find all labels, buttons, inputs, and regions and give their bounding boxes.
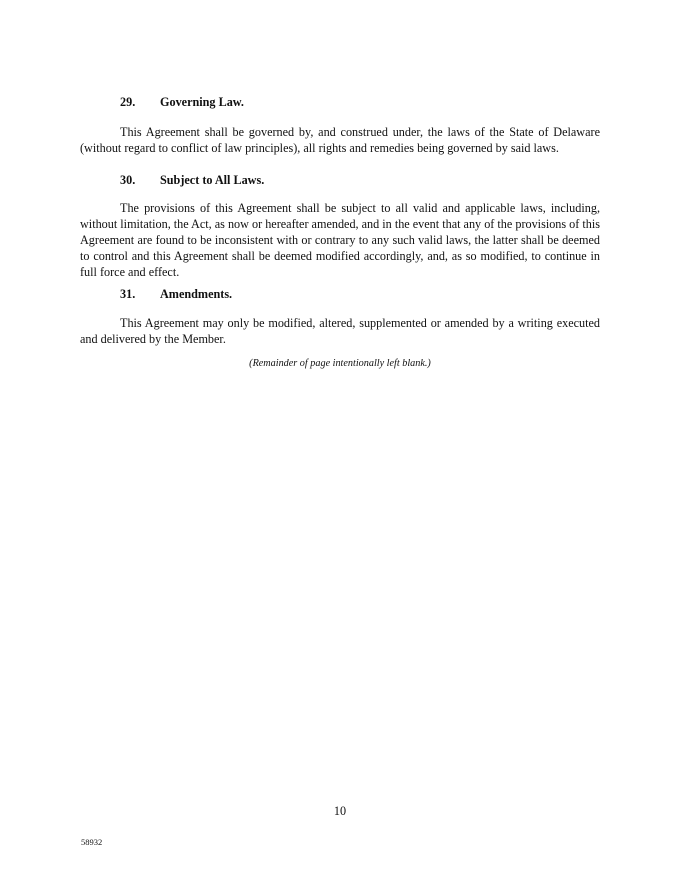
section-heading	[80, 286, 640, 302]
section-number: 30.	[120, 173, 136, 187]
section-body: This Agreement shall be governed by, and construed under, the laws of the State of Delaware (without regard to conflict of law principles), all rights and remedies being governed by said laws.	[80, 125, 600, 155]
section-body: The provisions of this Agreement shall be subject to all valid and applicable laws, including, without limitation, the Act, as now or hereafter amended, and in the event that any of the provisions of this Agreement are found to be inconsistent with or contrary to any such valid laws, the latter shall be deemed to control and this Agreement shall be deemed modified accordingly, and, as so modified, to continue in full force and effect.	[80, 201, 600, 279]
section-title: Governing Law.	[160, 95, 244, 109]
section-title: Subject to All Laws.	[160, 173, 265, 187]
section-title: Amendments.	[160, 287, 233, 301]
section-number: 31.	[120, 287, 136, 301]
remainder-blank-note: (Remainder of page intentionally left blank.)	[249, 358, 431, 369]
page-number: 10	[333, 804, 347, 818]
document-id: 58932	[81, 837, 103, 847]
section-heading	[80, 94, 640, 110]
section-number: 29.	[120, 95, 136, 109]
section-body: This Agreement may only be modified, altered, supplemented or amended by a writing executed and delivered by the Member.	[80, 316, 600, 346]
section-heading	[80, 172, 640, 188]
